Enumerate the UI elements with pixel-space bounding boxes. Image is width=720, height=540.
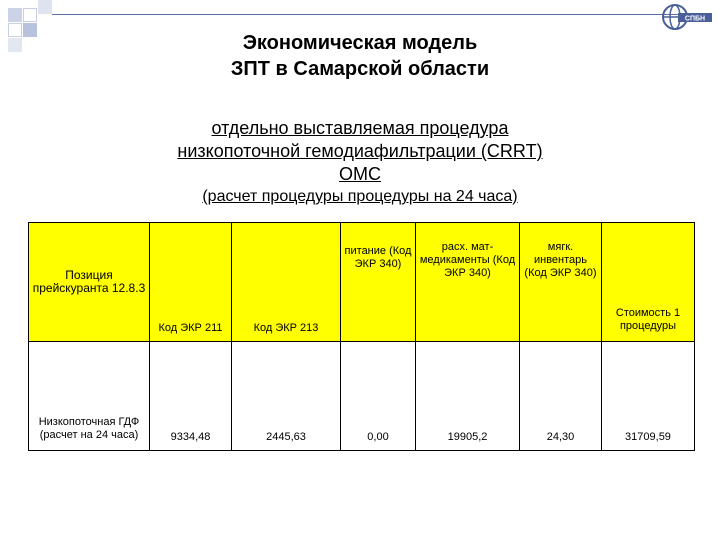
decor-square: [8, 8, 22, 22]
header-soft-inventory: мягк. инвентарь (Код ЭКР 340): [520, 223, 602, 342]
value-ekr-213: 2445,63: [232, 342, 341, 451]
header-rule: [52, 14, 712, 15]
logo-globe-icon: [660, 2, 716, 32]
value-food: 0,00: [341, 342, 416, 451]
value-soft-inventory: 24,30: [520, 342, 602, 451]
title-line-1: Экономическая модель: [242, 32, 478, 54]
decor-square: [38, 0, 52, 14]
header-medical-supplies: расх. мат-медикаменты (Код ЭКР 340): [416, 223, 520, 342]
cost-table: [28, 222, 695, 451]
header-ekr-211: Код ЭКР 211: [150, 223, 232, 342]
decor-square: [23, 8, 37, 22]
decor-square: [8, 38, 22, 52]
value-procedure-cost: 31709,59: [602, 342, 695, 451]
value-medical-supplies: 19905,2: [416, 342, 520, 451]
table-row: [29, 342, 695, 451]
header-food: питание (Код ЭКР 340): [341, 223, 416, 342]
value-ekr-211: 9334,48: [150, 342, 232, 451]
header-ekr-213: Код ЭКР 213: [232, 223, 341, 342]
page-title: [100, 30, 620, 82]
calculation-note: (расчет процедуры процедуры на 24 часа): [202, 188, 518, 205]
header-procedure-cost: Стоимость 1 процедуры: [602, 223, 695, 342]
table-header-row: [29, 223, 695, 342]
decor-square: [23, 23, 37, 37]
subtitle: [80, 117, 640, 186]
subtitle-line-1: отдельно выставляемая процедура: [211, 118, 509, 138]
row-name: Низкопоточная ГДФ (расчет на 24 часа): [29, 342, 150, 451]
subtitle-line-2: низкопоточной гемодиафильтрации (CRRT): [177, 141, 543, 161]
subtitle-line-3: ОМС: [339, 164, 381, 184]
logo-text: СПБН: [684, 15, 706, 23]
header-position: Позиция прейскуранта 12.8.3: [29, 223, 150, 342]
decor-square: [8, 23, 22, 37]
title-line-2: ЗПТ в Самарской области: [230, 58, 490, 80]
